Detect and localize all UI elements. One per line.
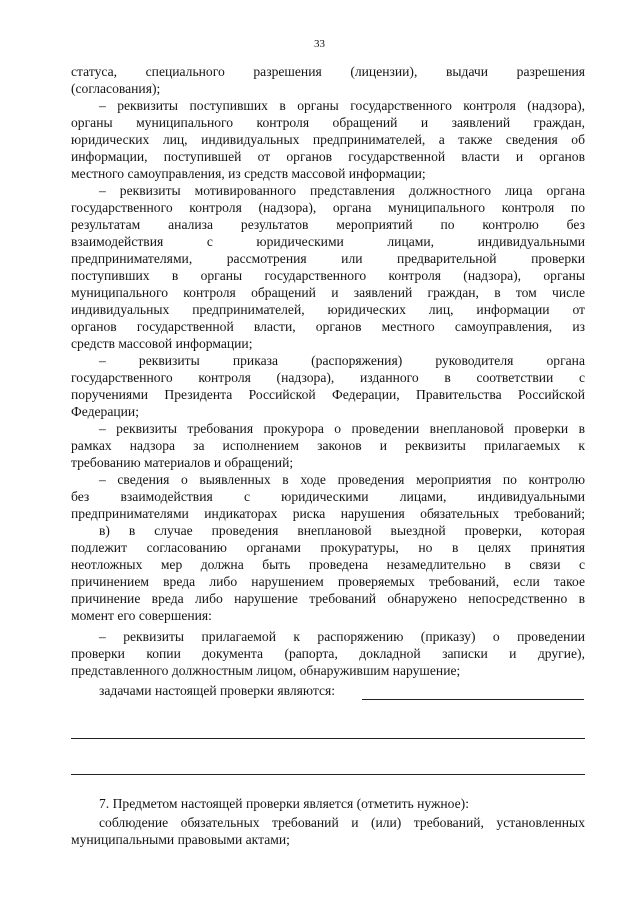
- text-line: в) в случае проведения внеплановой выездной проверки, которая: [99, 523, 585, 538]
- text-line: взаимодействия с юридическими лицами, индивидуальными: [71, 234, 585, 249]
- text-line: причинением вреда либо нарушением проверяемых требований, если такое: [71, 574, 585, 589]
- blank-fill-line: [71, 738, 585, 739]
- text-line: Федерации;: [71, 404, 139, 419]
- text-line: органы муниципального контроля обращений и заявлений граждан,: [71, 115, 585, 130]
- text-line: органов государственной власти, органов местного самоуправления, из: [71, 319, 585, 334]
- text-line: задачами настоящей проверки являются:: [99, 683, 336, 698]
- text-line: – реквизиты прилагаемой к распоряжению (приказу) о проведении: [99, 629, 585, 644]
- text-line: – сведения о выявленных в ходе проведения мероприятия по контролю: [99, 472, 585, 487]
- page-number: 33: [314, 38, 325, 50]
- text-line: местного самоуправления, из средств массовой информации;: [71, 166, 426, 181]
- text-line: рамках надзора за исполнением законов и реквизиты прилагаемых к: [71, 438, 585, 453]
- text-line: без взаимодействия с юридическими лицами, индивидуальными: [71, 489, 585, 504]
- text-line: статуса, специального разрешения (лицензии), выдачи разрешения: [71, 64, 585, 79]
- text-line: подлежит согласованию органами прокуратуры, но в целях принятия: [71, 540, 585, 555]
- text-line: представленного должностным лицом, обнаружившим нарушение;: [71, 663, 461, 678]
- text-line: поручениями Президента Российской Федерации, Правительства Российской: [71, 387, 585, 402]
- text-line: неотложных мер должна быть проведена незамедлительно в связи с: [71, 557, 585, 572]
- text-line: требованию материалов и обращений;: [71, 455, 294, 470]
- text-line: предпринимателями, рассмотрения или предварительной проверки: [71, 251, 585, 266]
- blank-fill-line: [71, 774, 585, 775]
- text-line: – реквизиты поступивших в органы государственного контроля (надзора),: [99, 98, 585, 113]
- text-line: предпринимателями индикаторах риска нарушения обязательных требований;: [71, 506, 585, 521]
- text-line: – реквизиты приказа (распоряжения) руководителя органа: [99, 353, 585, 368]
- text-line: поступивших в органы государственного контроля (надзора), органы: [71, 268, 585, 283]
- text-line: информации, поступившей от органов государственной власти и органов: [71, 149, 585, 164]
- text-line: (согласования);: [71, 81, 161, 96]
- text-line: причинение вреда либо нарушение требований обнаружено непосредственно в: [71, 591, 585, 606]
- text-line: муниципального контроля обращений и заявлений граждан, в том числе: [71, 285, 585, 300]
- text-line: – реквизиты требования прокурора о проведении внеплановой проверки в: [99, 421, 585, 436]
- text-line: соблюдение обязательных требований и (или) требований, установленных: [99, 815, 585, 830]
- blank-fill-line: [362, 699, 584, 700]
- text-line: индивидуальных предпринимателей, юридических лиц, информации от: [71, 302, 585, 317]
- text-line: – реквизиты мотивированного представления должностного лица органа: [99, 183, 585, 198]
- text-line: средств массовой информации;: [71, 336, 253, 351]
- text-line: результатам анализа результатов мероприятий по контролю без: [71, 217, 585, 232]
- text-line: государственного контроля (надзора), органа муниципального контроля по: [71, 200, 585, 215]
- text-line: проверки копии документа (рапорта, докладной записки и другие),: [71, 646, 585, 661]
- text-line: муниципальными правовыми актами;: [71, 832, 290, 847]
- text-line: юридических лиц, индивидуальных предпринимателей, а также сведения об: [71, 132, 585, 147]
- text-line: государственного контроля (надзора), изданного в соответствии с: [71, 370, 585, 385]
- section-heading: 7. Предметом настоящей проверки является (отметить нужное):: [99, 796, 469, 811]
- text-line: момент его совершения:: [71, 608, 212, 623]
